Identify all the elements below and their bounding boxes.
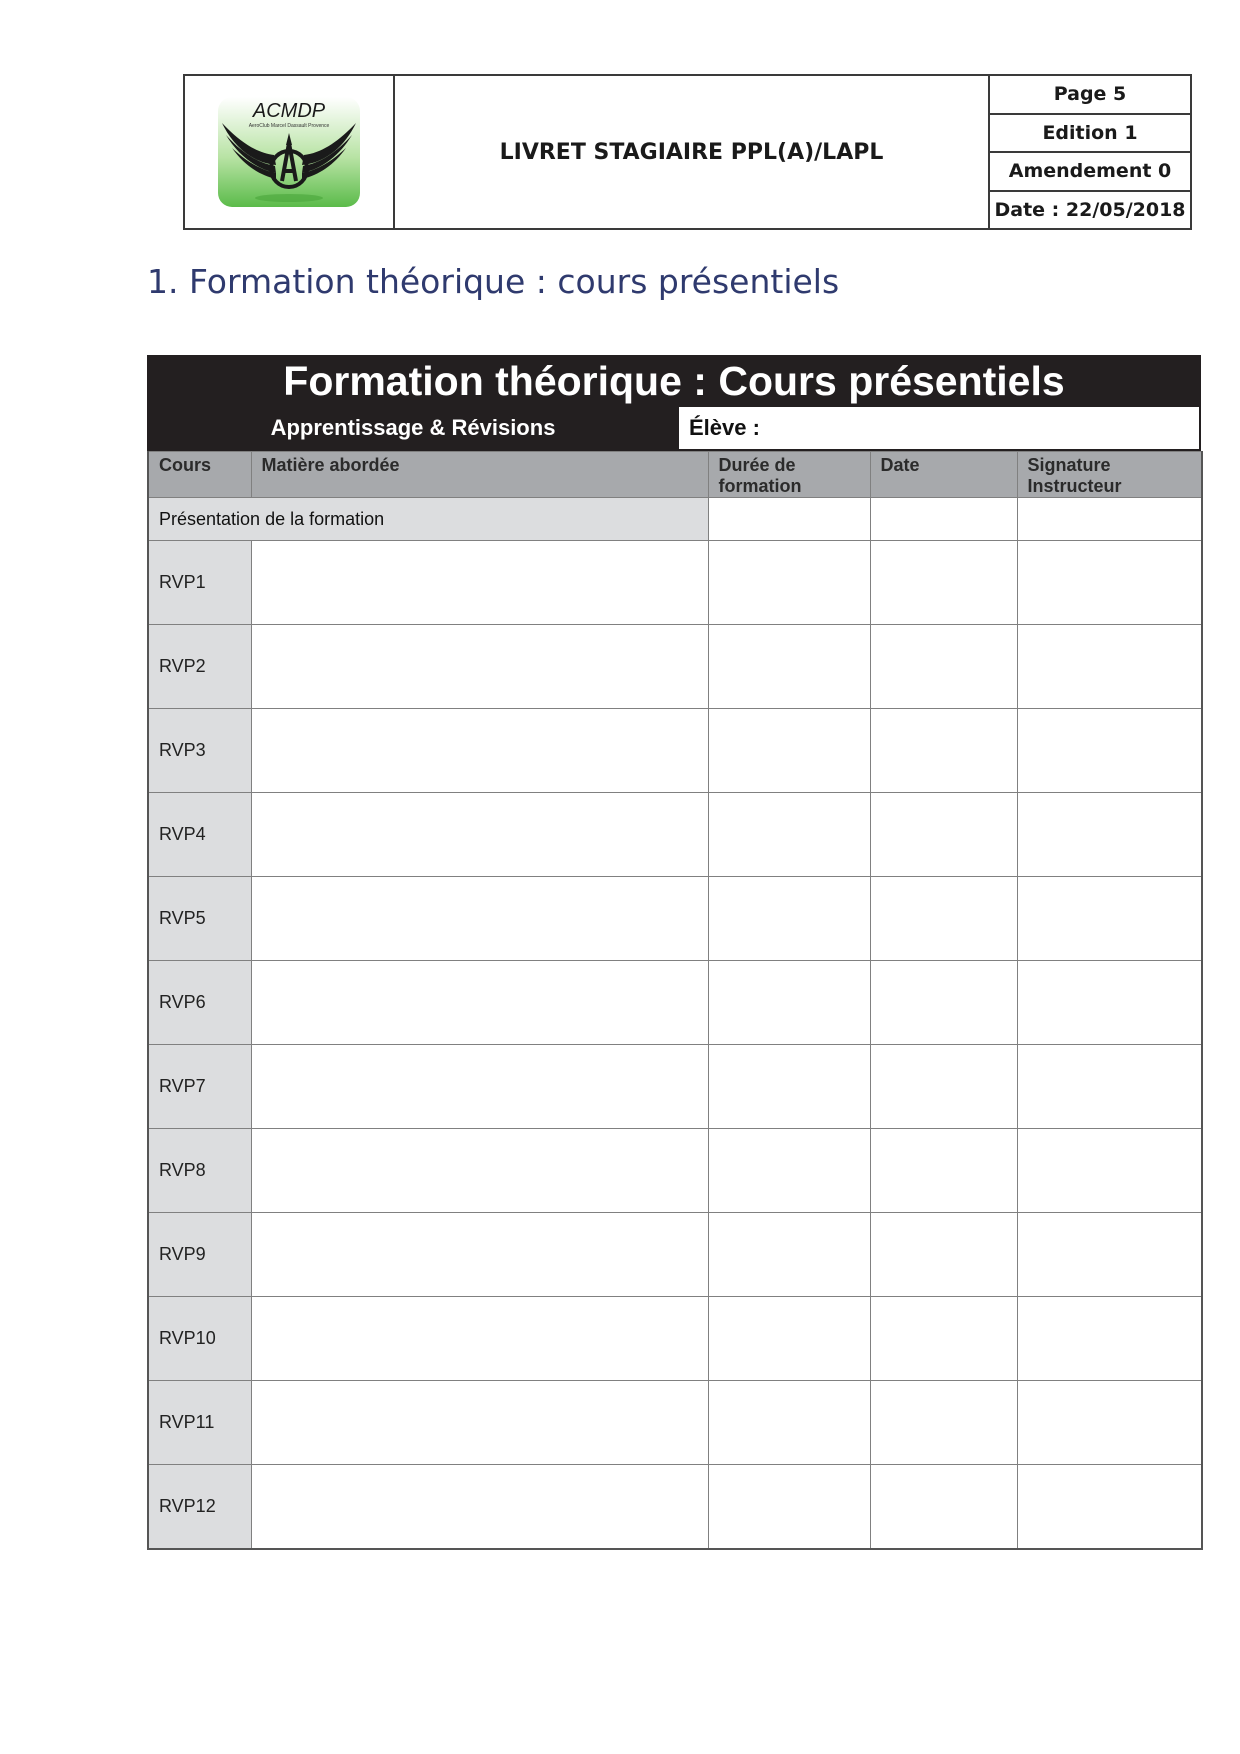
signature-cell[interactable] xyxy=(1017,1297,1202,1381)
course-code-cell: RVP1 xyxy=(148,541,251,625)
table-row xyxy=(148,1129,1202,1213)
student-field[interactable] xyxy=(677,407,1199,449)
course-code-cell: RVP8 xyxy=(148,1129,251,1213)
course-code-cell: RVP11 xyxy=(148,1381,251,1465)
duree-cell[interactable] xyxy=(708,1045,870,1129)
column-header-matiere: Matière abordée xyxy=(251,452,708,498)
course-code-cell: RVP4 xyxy=(148,793,251,877)
duree-cell[interactable] xyxy=(708,541,870,625)
matiere-cell[interactable] xyxy=(251,1297,708,1381)
course-table xyxy=(147,451,1203,1550)
duree-cell[interactable] xyxy=(708,709,870,793)
presentation-row xyxy=(148,498,1202,541)
table-row xyxy=(148,793,1202,877)
course-code-cell: RVP7 xyxy=(148,1045,251,1129)
date-cell[interactable] xyxy=(870,961,1017,1045)
date-cell[interactable] xyxy=(870,877,1017,961)
date-cell[interactable] xyxy=(870,793,1017,877)
document-title: LIVRET STAGIAIRE PPL(A)/LAPL xyxy=(395,76,990,228)
form-subtitle: Apprentissage & Révisions xyxy=(149,407,677,449)
signature-cell[interactable] xyxy=(1017,1045,1202,1129)
presentation-date-cell[interactable] xyxy=(870,498,1017,541)
document-meta xyxy=(990,76,1190,228)
matiere-cell[interactable] xyxy=(251,1381,708,1465)
date-cell[interactable] xyxy=(870,1297,1017,1381)
course-code-cell: RVP6 xyxy=(148,961,251,1045)
acmdp-logo xyxy=(214,93,364,211)
column-header-date: Date xyxy=(870,452,1017,498)
table-row xyxy=(148,1213,1202,1297)
table-row xyxy=(148,1297,1202,1381)
table-row xyxy=(148,1381,1202,1465)
signature-cell[interactable] xyxy=(1017,625,1202,709)
duree-cell[interactable] xyxy=(708,961,870,1045)
table-header-row xyxy=(148,452,1202,498)
logo-cell xyxy=(185,76,395,228)
table-row xyxy=(148,1465,1202,1549)
duree-cell[interactable] xyxy=(708,877,870,961)
course-code-cell: RVP12 xyxy=(148,1465,251,1549)
matiere-cell[interactable] xyxy=(251,625,708,709)
form-subheader xyxy=(147,407,1201,451)
edition: Edition 1 xyxy=(990,115,1190,154)
matiere-cell[interactable] xyxy=(251,961,708,1045)
matiere-cell[interactable] xyxy=(251,1045,708,1129)
logo-text: ACMDP xyxy=(252,100,326,122)
section-heading: 1. Formation théorique : cours présentiels xyxy=(147,262,840,301)
signature-cell[interactable] xyxy=(1017,793,1202,877)
table-row xyxy=(148,541,1202,625)
matiere-cell[interactable] xyxy=(251,877,708,961)
signature-cell[interactable] xyxy=(1017,1213,1202,1297)
matiere-cell[interactable] xyxy=(251,1213,708,1297)
course-code-cell: RVP9 xyxy=(148,1213,251,1297)
date-cell[interactable] xyxy=(870,1465,1017,1549)
table-row xyxy=(148,625,1202,709)
matiere-cell[interactable] xyxy=(251,1465,708,1549)
presentation-signature-cell[interactable] xyxy=(1017,498,1202,541)
date-cell[interactable] xyxy=(870,541,1017,625)
course-code-cell: RVP5 xyxy=(148,877,251,961)
presentation-duree-cell[interactable] xyxy=(708,498,870,541)
matiere-cell[interactable] xyxy=(251,709,708,793)
signature-cell[interactable] xyxy=(1017,1465,1202,1549)
column-header-cours: Cours xyxy=(148,452,251,498)
matiere-cell[interactable] xyxy=(251,1129,708,1213)
signature-cell[interactable] xyxy=(1017,961,1202,1045)
column-header-signature: Signature Instructeur xyxy=(1017,452,1202,498)
duree-cell[interactable] xyxy=(708,1381,870,1465)
signature-cell[interactable] xyxy=(1017,877,1202,961)
duree-cell[interactable] xyxy=(708,1465,870,1549)
matiere-cell[interactable] xyxy=(251,793,708,877)
date-cell[interactable] xyxy=(870,1129,1017,1213)
date-cell[interactable] xyxy=(870,625,1017,709)
duree-cell[interactable] xyxy=(708,793,870,877)
form-title: Formation théorique : Cours présentiels xyxy=(147,355,1201,407)
table-row xyxy=(148,961,1202,1045)
revision-date: Date : 22/05/2018 xyxy=(994,198,1186,221)
course-code-cell: RVP2 xyxy=(148,625,251,709)
date-cell[interactable] xyxy=(870,1381,1017,1465)
amendment: Amendement 0 xyxy=(990,153,1190,192)
duree-cell[interactable] xyxy=(708,1129,870,1213)
duree-cell[interactable] xyxy=(708,625,870,709)
course-code-cell: RVP3 xyxy=(148,709,251,793)
column-header-duree: Durée de formation xyxy=(708,452,870,498)
signature-cell[interactable] xyxy=(1017,1129,1202,1213)
date-cell[interactable] xyxy=(870,1213,1017,1297)
training-form xyxy=(147,355,1201,1550)
signature-cell[interactable] xyxy=(1017,709,1202,793)
student-label: Élève : xyxy=(689,415,760,440)
page-number: Page 5 xyxy=(990,76,1190,115)
table-row xyxy=(148,709,1202,793)
matiere-cell[interactable] xyxy=(251,541,708,625)
table-row xyxy=(148,877,1202,961)
duree-cell[interactable] xyxy=(708,1297,870,1381)
date-cell[interactable] xyxy=(870,709,1017,793)
date-cell[interactable] xyxy=(870,1045,1017,1129)
duree-cell[interactable] xyxy=(708,1213,870,1297)
signature-cell[interactable] xyxy=(1017,1381,1202,1465)
document-header xyxy=(183,74,1192,230)
signature-cell[interactable] xyxy=(1017,541,1202,625)
presentation-label: Présentation de la formation xyxy=(148,498,708,541)
logo-subtext: AeroClub Marcel Dassault Provence xyxy=(248,123,330,129)
table-row xyxy=(148,1045,1202,1129)
course-code-cell: RVP10 xyxy=(148,1297,251,1381)
